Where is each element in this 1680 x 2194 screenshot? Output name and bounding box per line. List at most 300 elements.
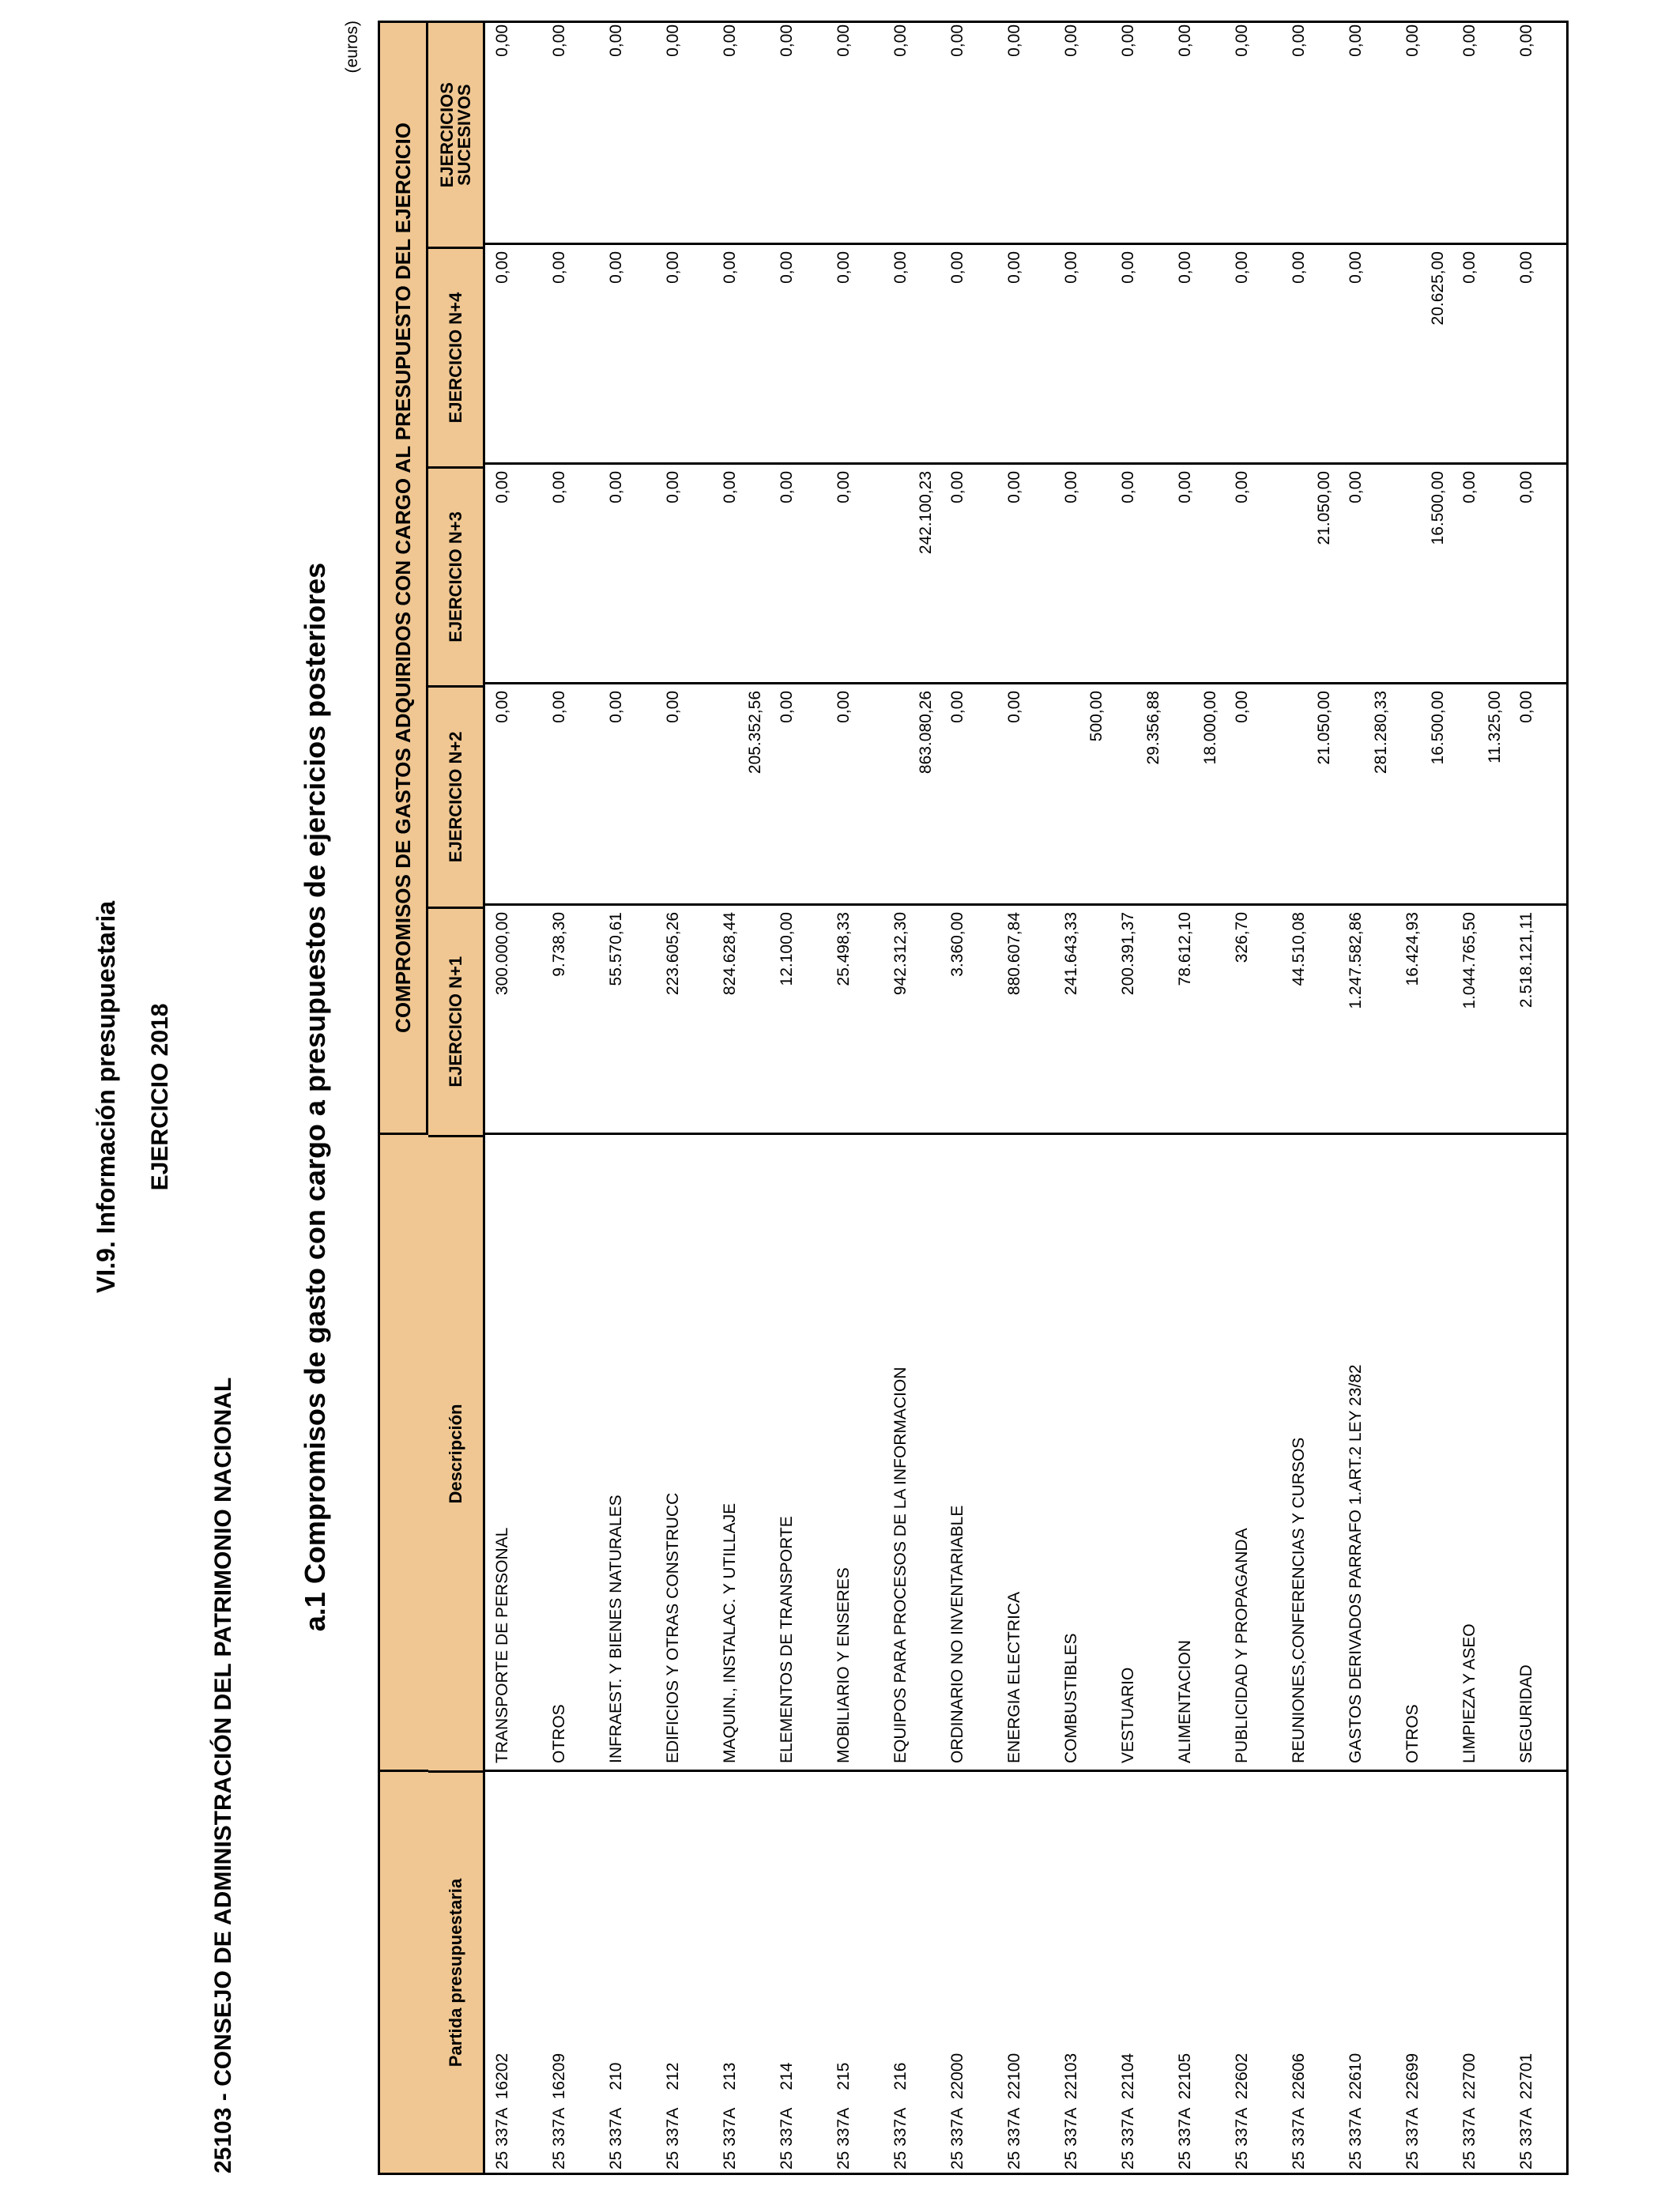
cell-descripcion <box>770 1133 827 1770</box>
cell-n3 <box>1509 462 1566 682</box>
cell-n2-text: 21.050,00 <box>1315 691 1333 765</box>
col-header-descripcion: Descripción <box>428 1135 483 1770</box>
cell-sucesivos-text: 0,00 <box>778 25 796 57</box>
table-body <box>485 21 1569 2175</box>
cell-n4 <box>1339 243 1396 462</box>
cell-sucesivos-text: 0,00 <box>1176 25 1194 57</box>
cell-partida-text: 25 337A 212 <box>664 2062 682 2169</box>
cell-descripcion <box>940 1133 997 1770</box>
cell-n4-text: 0,00 <box>1062 251 1080 284</box>
cell-sucesivos <box>827 18 883 243</box>
cell-n1 <box>656 903 713 1133</box>
year-title: EJERCICIO 2018 <box>147 1003 173 1191</box>
cell-partida-text: 25 337A 210 <box>607 2062 625 2169</box>
cell-n2-text: 205.352,56 <box>746 691 764 775</box>
cell-n2-text: 0,00 <box>550 691 568 723</box>
cell-partida <box>1339 1770 1396 2173</box>
cell-sucesivos-text: 0,00 <box>1290 25 1308 57</box>
cell-partida <box>1282 1770 1339 2173</box>
table-group-header-row <box>378 21 428 2175</box>
table-row <box>1509 18 1566 2173</box>
cell-n1 <box>713 903 770 1133</box>
cell-n2-text: 0,00 <box>1233 691 1251 723</box>
cell-n2 <box>713 682 770 903</box>
cell-n1-text: 44.510,08 <box>1290 912 1308 986</box>
cell-partida-text: 25 337A 16209 <box>550 2053 568 2169</box>
cell-partida-text: 25 337A 16202 <box>493 2053 511 2169</box>
cell-sucesivos <box>940 18 997 243</box>
cell-n1-text: 300.000,00 <box>493 912 511 996</box>
cell-n4-text: 0,00 <box>607 251 625 284</box>
cell-n3 <box>827 462 883 682</box>
cell-n4 <box>599 243 656 462</box>
cell-n4-text: 0,00 <box>891 251 910 284</box>
cell-sucesivos-text: 0,00 <box>1403 25 1422 57</box>
cell-descripcion <box>599 1133 656 1770</box>
cell-descripcion <box>1282 1133 1339 1770</box>
cell-descripcion-text: ALIMENTACION <box>1176 1640 1194 1763</box>
cell-n4-text: 0,00 <box>721 251 739 284</box>
cell-n2 <box>1168 682 1225 903</box>
cell-partida-text: 25 337A 22000 <box>948 2053 966 2169</box>
cell-descripcion-text: VESTUARIO <box>1119 1667 1137 1763</box>
cell-n4 <box>542 243 599 462</box>
cell-partida-text: 25 337A 22610 <box>1347 2053 1365 2169</box>
table-row <box>599 18 656 2173</box>
cell-n3 <box>1282 462 1339 682</box>
cell-n2-text: 16.500,00 <box>1429 691 1447 765</box>
cell-descripcion <box>1339 1133 1396 1770</box>
cell-n1-text: 25.498,33 <box>834 912 853 986</box>
col-header-n1: EJERCICIO N+1 <box>428 907 483 1135</box>
cell-n3-text: 16.500,00 <box>1429 471 1447 545</box>
table-row <box>1339 18 1396 2173</box>
cell-sucesivos-text: 0,00 <box>1119 25 1137 57</box>
table-subtitle: a.1 Compromisos de gasto con cargo a presupuestos de ejercicios posteriores <box>299 562 331 1632</box>
cell-n2 <box>656 682 713 903</box>
cell-n2 <box>997 682 1054 903</box>
cell-n3-text: 0,00 <box>721 471 739 503</box>
cell-n1-text: 942.312,30 <box>891 912 910 996</box>
cell-descripcion-text: EDIFICIOS Y OTRAS CONSTRUCC <box>664 1492 682 1763</box>
table-row <box>1054 18 1111 2173</box>
cell-n3 <box>1396 462 1452 682</box>
cell-descripcion <box>827 1133 883 1770</box>
cell-descripcion-text: MOBILIARIO Y ENSERES <box>834 1567 853 1763</box>
cell-n1-text: 241.643,33 <box>1062 912 1080 996</box>
cell-partida-text: 25 337A 22606 <box>1290 2053 1308 2169</box>
cell-descripcion-text: GASTOS DERIVADOS PARRAFO 1.ART.2 LEY 23/82 <box>1347 1364 1365 1763</box>
cell-descripcion-text: PUBLICIDAD Y PROPAGANDA <box>1233 1528 1251 1763</box>
cell-n2-text: 0,00 <box>664 691 682 723</box>
cell-n3-text: 0,00 <box>550 471 568 503</box>
cell-n3 <box>1225 462 1282 682</box>
cell-n2 <box>1225 682 1282 903</box>
cell-sucesivos <box>1452 18 1509 243</box>
cell-n1 <box>485 903 542 1133</box>
col-header-sucesivos <box>428 23 483 247</box>
section-title: VI.9. Información presupuestaria <box>92 900 120 1294</box>
cell-descripcion <box>883 1133 940 1770</box>
cell-sucesivos <box>1225 18 1282 243</box>
cell-n1 <box>1282 903 1339 1133</box>
cell-n2-text: 0,00 <box>493 691 511 723</box>
table-row <box>997 18 1054 2173</box>
cell-descripcion <box>1452 1133 1509 1770</box>
cell-n4-text: 0,00 <box>1119 251 1137 284</box>
cell-n2-text: 0,00 <box>1517 691 1535 723</box>
cell-n2 <box>485 682 542 903</box>
cell-sucesivos <box>599 18 656 243</box>
cell-n1 <box>1452 903 1509 1133</box>
cell-sucesivos-text: 0,00 <box>493 25 511 57</box>
cell-n4-text: 0,00 <box>1176 251 1194 284</box>
cell-n1 <box>940 903 997 1133</box>
cell-partida <box>997 1770 1054 2173</box>
cell-sucesivos <box>997 18 1054 243</box>
cell-n2-text: 500,00 <box>1087 691 1106 742</box>
cell-n4-text: 0,00 <box>664 251 682 284</box>
cell-sucesivos-text: 0,00 <box>721 25 739 57</box>
cell-n3-text: 0,00 <box>834 471 853 503</box>
cell-n2 <box>770 682 827 903</box>
cell-descripcion-text: EQUIPOS PARA PROCESOS DE LA INFORMACION <box>891 1367 910 1763</box>
cell-n2-text: 29.356,88 <box>1144 691 1162 765</box>
cell-sucesivos <box>1168 18 1225 243</box>
cell-sucesivos-text: 0,00 <box>1517 25 1535 57</box>
cell-partida <box>770 1770 827 2173</box>
cell-n3 <box>1111 462 1168 682</box>
cell-sucesivos <box>1282 18 1339 243</box>
cell-n3-text: 0,00 <box>1460 471 1478 503</box>
col-header-n4: EJERCICIO N+4 <box>428 247 483 466</box>
cell-sucesivos <box>542 18 599 243</box>
cell-sucesivos <box>883 18 940 243</box>
cell-sucesivos <box>713 18 770 243</box>
cell-sucesivos <box>1509 18 1566 243</box>
table-row <box>656 18 713 2173</box>
cell-partida-text: 25 337A 216 <box>891 2062 910 2169</box>
cell-partida <box>1396 1770 1452 2173</box>
cell-n3-text: 0,00 <box>493 471 511 503</box>
cell-descripcion-text: MAQUIN., INSTALAC. Y UTILLAJE <box>721 1502 739 1763</box>
cell-descripcion-text: INFRAEST. Y BIENES NATURALES <box>607 1495 625 1763</box>
cell-n1 <box>883 903 940 1133</box>
cell-n1 <box>1225 903 1282 1133</box>
cell-n3-text: 0,00 <box>1119 471 1137 503</box>
cell-partida-text: 25 337A 22100 <box>1005 2053 1023 2169</box>
table-row <box>1282 18 1339 2173</box>
cell-n4 <box>1509 243 1566 462</box>
cell-n4 <box>1282 243 1339 462</box>
cell-descripcion <box>1111 1133 1168 1770</box>
table-row <box>1168 18 1225 2173</box>
col-header-n2: EJERCICIO N+2 <box>428 685 483 906</box>
cell-n2-text: 281.280,33 <box>1372 691 1390 775</box>
cell-sucesivos-text: 0,00 <box>1005 25 1023 57</box>
cell-n1-text: 55.570,61 <box>607 912 625 986</box>
cell-sucesivos <box>485 18 542 243</box>
cell-n3 <box>713 462 770 682</box>
table-row <box>940 18 997 2173</box>
cell-descripcion <box>1225 1133 1282 1770</box>
cell-n3 <box>485 462 542 682</box>
cell-n3-text: 0,00 <box>1176 471 1194 503</box>
cell-partida <box>827 1770 883 2173</box>
cell-n1 <box>1111 903 1168 1133</box>
cell-n1-text: 1.044.765,50 <box>1460 912 1478 1009</box>
table-row <box>1396 18 1452 2173</box>
cell-n2 <box>1111 682 1168 903</box>
cell-partida <box>1225 1770 1282 2173</box>
cell-n1 <box>542 903 599 1133</box>
cell-n2-text: 863.080,26 <box>917 691 935 775</box>
cell-n3-text: 0,00 <box>607 471 625 503</box>
cell-descripcion-text: ELEMENTOS DE TRANSPORTE <box>778 1516 796 1763</box>
cell-partida <box>1111 1770 1168 2173</box>
cell-partida-text: 25 337A 22700 <box>1460 2053 1478 2169</box>
cell-n2-text: 0,00 <box>607 691 625 723</box>
cell-sucesivos-text: 0,00 <box>1347 25 1365 57</box>
cell-descripcion-text: ORDINARIO NO INVENTARIABLE <box>948 1505 966 1763</box>
cell-descripcion-text: LIMPIEZA Y ASEO <box>1460 1623 1478 1763</box>
cell-n2-text: 11.325,00 <box>1486 691 1504 763</box>
cell-partida <box>542 1770 599 2173</box>
cell-partida <box>1509 1770 1566 2173</box>
cell-n3-text: 0,00 <box>1005 471 1023 503</box>
cell-sucesivos-text: 0,00 <box>891 25 910 57</box>
entity-title: 25103 - CONSEJO DE ADMINISTRACIÓN DEL PATRIMONIO NACIONAL <box>210 1377 236 2173</box>
cell-n3-text: 21.050,00 <box>1315 471 1333 545</box>
cell-n4 <box>485 243 542 462</box>
col-header-n3: EJERCICIO N+3 <box>428 466 483 685</box>
table-row <box>542 18 599 2173</box>
col-header-partida: Partida presupuestaria <box>428 1770 483 2173</box>
cell-n3-text: 0,00 <box>1233 471 1251 503</box>
cell-n1 <box>599 903 656 1133</box>
cell-n2 <box>827 682 883 903</box>
cell-sucesivos <box>1339 18 1396 243</box>
cell-n4 <box>1225 243 1282 462</box>
cell-n3 <box>1452 462 1509 682</box>
cell-n3-text: 0,00 <box>1347 471 1365 503</box>
cell-n2 <box>883 682 940 903</box>
cell-n3-text: 0,00 <box>1517 471 1535 503</box>
cell-partida <box>1054 1770 1111 2173</box>
cell-n4-text: 0,00 <box>1460 251 1478 284</box>
cell-n1-text: 223.605,26 <box>664 912 682 996</box>
cell-n4-text: 0,00 <box>1005 251 1023 284</box>
table-column-header-row <box>428 21 485 2175</box>
cell-n3 <box>1168 462 1225 682</box>
cell-n1 <box>997 903 1054 1133</box>
cell-n1 <box>827 903 883 1133</box>
cell-n4-text: 0,00 <box>550 251 568 284</box>
cell-n2-text: 0,00 <box>1005 691 1023 723</box>
cell-n3-text: 0,00 <box>1062 471 1080 503</box>
cell-n1-text: 16.424,93 <box>1403 912 1422 986</box>
cell-descripcion <box>713 1133 770 1770</box>
table-row <box>883 18 940 2173</box>
cell-n1 <box>1396 903 1452 1133</box>
cell-n2 <box>1054 682 1111 903</box>
table-row <box>1111 18 1168 2173</box>
cell-n4-text: 0,00 <box>493 251 511 284</box>
cell-n4 <box>1452 243 1509 462</box>
cell-partida-text: 25 337A 22701 <box>1517 2053 1535 2169</box>
cell-sucesivos-text: 0,00 <box>948 25 966 57</box>
cell-sucesivos <box>1054 18 1111 243</box>
cell-sucesivos-text: 0,00 <box>1460 25 1478 57</box>
cell-n2 <box>1509 682 1566 903</box>
cell-sucesivos-text: 0,00 <box>1233 25 1251 57</box>
cell-n3 <box>542 462 599 682</box>
cell-sucesivos <box>656 18 713 243</box>
cell-n3-text: 0,00 <box>948 471 966 503</box>
cell-n4 <box>656 243 713 462</box>
cell-n1-text: 12.100,00 <box>778 912 796 986</box>
cell-partida-text: 25 337A 22104 <box>1119 2053 1137 2169</box>
cell-n3 <box>997 462 1054 682</box>
cell-sucesivos-text: 0,00 <box>1062 25 1080 57</box>
table-row <box>1225 18 1282 2173</box>
cell-partida <box>883 1770 940 2173</box>
cell-sucesivos-text: 0,00 <box>550 25 568 57</box>
cell-n3 <box>883 462 940 682</box>
table-row <box>770 18 827 2173</box>
cell-n2 <box>599 682 656 903</box>
cell-n1-text: 326,70 <box>1233 912 1251 963</box>
cell-n2-text: 18.000,00 <box>1201 691 1219 765</box>
cell-n1-text: 2.518.121,11 <box>1517 912 1535 1008</box>
cell-n4-text: 0,00 <box>834 251 853 284</box>
cell-descripcion <box>485 1133 542 1770</box>
cell-n2 <box>1396 682 1452 903</box>
cell-n4 <box>1396 243 1452 462</box>
cell-n4-text: 20.625,00 <box>1429 251 1447 326</box>
col-header-sucesivos-line1: EJERCICIOS <box>436 82 457 188</box>
cell-n4-text: 0,00 <box>948 251 966 284</box>
cell-n3 <box>656 462 713 682</box>
cell-n4 <box>1111 243 1168 462</box>
cell-sucesivos-text: 0,00 <box>664 25 682 57</box>
cell-n4-text: 0,00 <box>1517 251 1535 284</box>
header-blank-descripcion <box>380 1133 428 1770</box>
cell-partida <box>656 1770 713 2173</box>
cell-descripcion-text: OTROS <box>1403 1704 1422 1763</box>
cell-n3-text: 242.100,23 <box>917 471 935 555</box>
cell-partida <box>713 1770 770 2173</box>
cell-n2-text: 0,00 <box>948 691 966 723</box>
table-row <box>713 18 770 2173</box>
cell-n1-text: 78.612,10 <box>1176 912 1194 986</box>
cell-n3 <box>1054 462 1111 682</box>
cell-descripcion-text: ENERGIA ELECTRICA <box>1005 1591 1023 1763</box>
cell-n1 <box>1509 903 1566 1133</box>
cell-descripcion <box>997 1133 1054 1770</box>
cell-partida <box>940 1770 997 2173</box>
cell-n4 <box>940 243 997 462</box>
cell-partida-text: 25 337A 22699 <box>1403 2053 1422 2169</box>
cell-descripcion-text: TRANSPORTE DE PERSONAL <box>493 1527 511 1763</box>
col-header-sucesivos-line2: SUCESIVOS <box>454 84 474 186</box>
cell-partida-text: 25 337A 214 <box>778 2062 796 2169</box>
cell-sucesivos <box>1111 18 1168 243</box>
cell-sucesivos <box>1396 18 1452 243</box>
cell-n3 <box>599 462 656 682</box>
cell-n4 <box>770 243 827 462</box>
cell-partida <box>1452 1770 1509 2173</box>
cell-n3 <box>1339 462 1396 682</box>
cell-sucesivos <box>770 18 827 243</box>
cell-n2 <box>1339 682 1396 903</box>
cell-partida <box>599 1770 656 2173</box>
cell-n4 <box>827 243 883 462</box>
cell-n1 <box>1054 903 1111 1133</box>
cell-n1-text: 3.360,00 <box>948 912 966 977</box>
table-row <box>485 18 542 2173</box>
cell-partida-text: 25 337A 213 <box>721 2062 739 2169</box>
cell-descripcion-text: REUNIONES,CONFERENCIAS Y CURSOS <box>1290 1437 1308 1763</box>
cell-descripcion <box>1509 1133 1566 1770</box>
header-blank-partida <box>380 1770 428 2173</box>
cell-partida <box>1168 1770 1225 2173</box>
cell-n2 <box>542 682 599 903</box>
cell-n2-text: 0,00 <box>778 691 796 723</box>
cell-descripcion <box>1396 1133 1452 1770</box>
cell-descripcion <box>542 1133 599 1770</box>
cell-n1 <box>1168 903 1225 1133</box>
cell-n4-text: 0,00 <box>1347 251 1365 284</box>
table-row <box>827 18 883 2173</box>
cell-n1-text: 880.607,84 <box>1005 912 1023 996</box>
cell-n2 <box>1282 682 1339 903</box>
cell-n2 <box>940 682 997 903</box>
cell-partida-text: 25 337A 22105 <box>1176 2053 1194 2169</box>
unit-label: (euros) <box>343 21 361 74</box>
cell-n3 <box>940 462 997 682</box>
cell-n4 <box>1054 243 1111 462</box>
cell-n1 <box>770 903 827 1133</box>
cell-n1-text: 1.247.582,86 <box>1347 912 1365 1009</box>
cell-n2 <box>1452 682 1509 903</box>
cell-partida <box>485 1770 542 2173</box>
cell-partida-text: 25 337A 22602 <box>1233 2053 1251 2169</box>
cell-n4 <box>1168 243 1225 462</box>
cell-n4 <box>883 243 940 462</box>
cell-n4 <box>997 243 1054 462</box>
cell-n4-text: 0,00 <box>1233 251 1251 284</box>
cell-n4-text: 0,00 <box>1290 251 1308 284</box>
cell-n4-text: 0,00 <box>778 251 796 284</box>
cell-n1-text: 9.738,30 <box>550 912 568 977</box>
cell-descripcion-text: OTROS <box>550 1704 568 1763</box>
cell-n3-text: 0,00 <box>778 471 796 503</box>
cell-descripcion <box>1054 1133 1111 1770</box>
commitments-table <box>378 21 1569 2175</box>
cell-descripcion <box>656 1133 713 1770</box>
cell-n4 <box>713 243 770 462</box>
cell-descripcion <box>1168 1133 1225 1770</box>
cell-descripcion-text: COMBUSTIBLES <box>1062 1633 1080 1763</box>
cell-sucesivos-text: 0,00 <box>607 25 625 57</box>
cell-n1-text: 824.628,44 <box>721 912 739 996</box>
group-header: COMPROMISOS DE GASTOS ADQUIRIDOS CON CARGO AL PRESUPUESTO DEL EJERCICIO <box>380 23 428 1133</box>
table-row <box>1452 18 1509 2173</box>
cell-partida-text: 25 337A 215 <box>834 2062 853 2169</box>
cell-n1 <box>1339 903 1396 1133</box>
cell-n3 <box>770 462 827 682</box>
